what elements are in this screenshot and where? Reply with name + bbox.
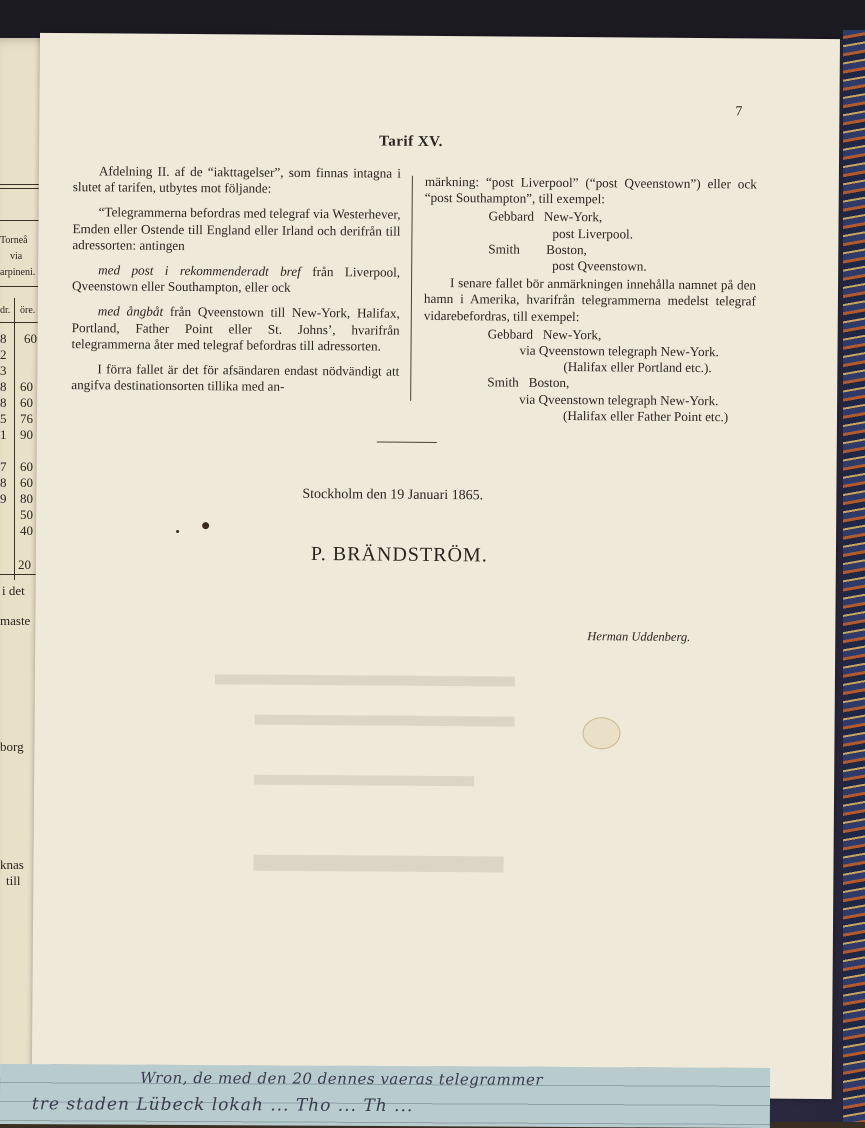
handwritten-slip — [0, 1064, 770, 1128]
left-page-text: 8 — [0, 395, 7, 410]
example-city: Boston, — [528, 375, 570, 391]
left-page-text: maste — [0, 613, 31, 628]
example-city: New-York, — [543, 209, 603, 225]
ghost-line — [215, 674, 515, 686]
table-rule — [14, 298, 15, 580]
left-page-text: öre. — [20, 305, 36, 316]
ghost-line — [255, 715, 515, 727]
left-page-text: 3 — [0, 363, 7, 378]
paragraph: I senare fallet bör anmärkningen innehålla namnet på den hamn i Amerika, hvarifrån telegrammerna medelst telegraf vidarebefordras, till exempel: — [423, 275, 757, 324]
paragraph: Afdelning II. af de “iakttagelser”, som finnas intagna i slutet af tarifen, utbytes mot följande: — [72, 163, 401, 196]
left-page-text: till — [6, 873, 21, 888]
example-line: (Halifax eller Portland etc.). — [563, 359, 712, 376]
example-line: post Qveenstown. — [552, 257, 647, 274]
ghost-line — [254, 775, 474, 787]
countersigner-name: Herman Uddenberg. — [587, 629, 691, 644]
left-page-text: 2 — [0, 347, 7, 362]
page-title: Tarif XV. — [379, 133, 443, 151]
left-page-text: 60 — [20, 459, 33, 474]
left-page-text: dr. — [0, 305, 11, 316]
left-page-text: 76 — [20, 411, 33, 426]
ink-speck — [176, 530, 179, 533]
paper-stain — [582, 717, 620, 749]
left-page-text: knas — [0, 857, 24, 872]
left-page-text: 8 — [0, 331, 7, 346]
left-page-text: arpineni. — [0, 267, 36, 278]
paragraph — [72, 304, 400, 355]
example-name: Gebbard — [487, 326, 534, 342]
left-page-text: 40 — [20, 523, 33, 538]
left-page-text: 60 — [20, 379, 33, 394]
example-line: via Qveenstown telegraph New-York. — [519, 342, 719, 360]
paragraph: märkning: “post Liverpool” (“post Qveenstown”) eller ock “post Southampton”, till exempel: — [424, 173, 757, 207]
italic-phrase: med ångbåt — [97, 303, 164, 320]
paragraph — [72, 262, 400, 297]
signature-name: P. BRÄNDSTRÖM. — [310, 543, 488, 567]
paragraph: I förra fallet är det för afsändaren endast nödvändigt att angifva destinationsorten tillika med an- — [71, 361, 400, 395]
ghost-line — [253, 855, 503, 873]
example-line: via Qveenstown telegraph New-York. — [519, 391, 719, 408]
place-and-date: Stockholm den 19 Januari 1865. — [302, 486, 484, 504]
left-page-text: Torneå — [0, 235, 28, 246]
example-name: Smith — [488, 241, 520, 257]
left-page-text: 50 — [20, 507, 33, 522]
left-page-text: via — [10, 251, 23, 262]
example-line: (Halifax eller Father Point etc.) — [562, 407, 729, 425]
left-text-column — [71, 163, 401, 405]
example-line: post Liverpool. — [552, 225, 634, 242]
bleed-through-ghost — [213, 674, 575, 937]
example-city: Boston, — [546, 241, 587, 257]
right-text-column — [423, 174, 757, 426]
left-page-text: 8 — [0, 379, 7, 394]
column-divider — [410, 176, 413, 401]
left-page-text: 60 — [20, 475, 33, 490]
paragraph-text: från Liverpool, Qveenstown eller Southampton, eller ock — [71, 263, 401, 296]
paragraph-text: från Qveenstown till New-York, Halifax, Portland, Father Point eller St. Johns’, hvarifrån telegrammerna åter med telegraf befordras till adressorten. — [71, 304, 400, 354]
left-page-text: 5 — [0, 411, 7, 426]
left-page-text: 7 — [0, 459, 7, 474]
page-number: 7 — [735, 104, 743, 120]
paragraph: “Telegrammerna befordras med telegraf via Westerhever, Emden eller Ostende till England eller Irland och derifrån till adressorten: antingen — [72, 204, 401, 253]
ink-speck — [202, 522, 209, 529]
left-page-text: 80 — [20, 491, 33, 506]
left-page-text: 9 — [0, 491, 7, 506]
example-city: New-York, — [542, 326, 602, 343]
left-page-text: 20 — [18, 557, 31, 572]
example-name: Gebbard — [488, 208, 535, 225]
left-page-text: 60 — [24, 331, 37, 346]
left-page-text: 1 — [0, 427, 7, 442]
left-page-text: 90 — [20, 427, 33, 442]
example-name: Smith — [487, 374, 519, 391]
left-page-text: borg — [0, 739, 24, 754]
left-page-text: i det — [2, 583, 25, 598]
left-page-text: 60 — [20, 395, 33, 410]
section-divider — [377, 442, 437, 443]
handwritten-line: Wron, de med den 20 dennes vaeras telegrammer — [140, 1068, 544, 1089]
document-page — [32, 33, 840, 1099]
handwritten-line: tre staden Lübeck lokah ... Tho ... Th ... — [31, 1094, 414, 1117]
marbled-edge — [843, 30, 865, 1122]
italic-phrase: med post i rekommenderadt bref — [98, 262, 301, 279]
left-page-text: 8 — [0, 475, 7, 490]
